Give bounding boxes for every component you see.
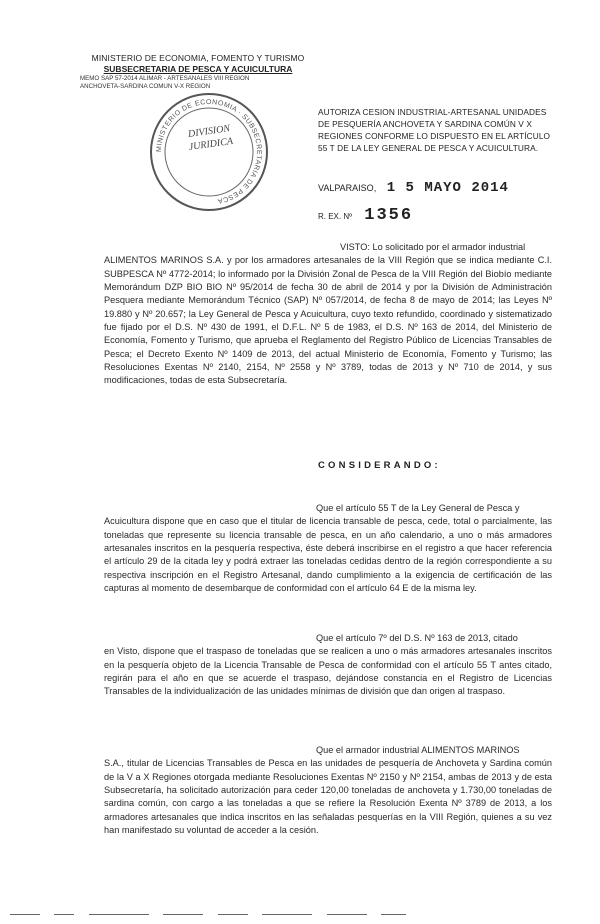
memo-reference: MEMO SAP 57-2014 ALIMAR - ARTESANALES VIII REGION — [80, 75, 250, 82]
svg-text:MINISTERIO DE ECONOMIA · SUBSE — [156, 99, 262, 204]
visto-section — [104, 241, 552, 388]
paragraph-body: en Visto, dispone que el traspaso de toneladas que se realicen a uno o más armadores artesanales inscritos en la pesquería objeto de la Licencia Transable de Pesca de conformidad con el artículo 55 T antes citado, regirán para el año en que se acuerde el traspaso, dejándose constancia en el Registro de Licencias Transables de la individualización de las unidades mínimas de división que dan origen al traspaso. — [104, 646, 552, 697]
date-place: VALPARAISO, — [318, 183, 377, 193]
paragraph-body: S.A., titular de Licencias Transables de Pesca en las unidades de pesquería de Anchoveta y Sardina común de la V a X Regiones otorgada mediante Resoluciones Exentas Nº 2150 y Nº 2154, ambas de 2013 y de esta Subsecretaría, ha solicitado autorización para ceder 120,00 toneladas de anchoveta y 1.730,00 toneladas de sardina común, con cargo a las toneladas a que se refiere la Resolución Exenta Nº 3789 de 2013, a los armadores artesanales que indica inscritos en las señaladas pesquerías en la VIII Región, quienes a su vez han manifestado su voluntad de acceder a la cesión. — [104, 758, 552, 836]
footer-dash — [54, 914, 74, 915]
considerando-paragraph — [104, 744, 552, 837]
footer-dash — [381, 914, 406, 915]
paragraph-lead: Que el armador industrial ALIMENTOS MARINOS — [316, 745, 520, 755]
stamp-ring-text: MINISTERIO DE ECONOMIA · SUBSECRETARIA DE PESCA — [155, 98, 263, 205]
visto-lead: VISTO: Lo solicitado por el armador industrial — [340, 242, 526, 252]
footer-dash — [163, 914, 203, 915]
ministry-name: MINISTERIO DE ECONOMIA, FOMENTO Y TURISMO — [91, 53, 305, 63]
considerando-paragraph — [104, 502, 552, 595]
considerando-heading: CONSIDERANDO: — [318, 460, 441, 471]
footer-dash — [10, 914, 40, 915]
resolution-label: R. EX. Nº — [318, 212, 353, 221]
letterhead — [78, 53, 318, 91]
species-reference: ANCHOVETA-SARDINA COMUN V-X REGION — [80, 83, 211, 90]
paragraph-body: Acuicultura dispone que en caso que el titular de licencia transable de pesca, cede, total o parcialmente, las toneladas que represente su licencia transable de pesca, en un año calendario, a uno o más armadores artesanales inscritos en la pesquería respectiva, éste deberá inscribirse en el registro a que hacer referencia el artículo 29 de la citada ley y podrá extraer las toneladas cedidas dentro de la región correspondiente a su respectiva inscripción en el Registro Artesanal, dando cumplimiento a la exigencia de certificación de las capturas al momento de desembarque de conformidad con el artículo 64 E de la misma ley. — [104, 516, 552, 594]
date-line — [318, 180, 509, 196]
paragraph-lead: Que el artículo 7º del D.S. Nº 163 de 2013, citado — [316, 633, 518, 643]
resolution-title: AUTORIZA CESION INDUSTRIAL-ARTESANAL UNIDADES DE PESQUERÍA ANCHOVETA Y SARDINA COMÚN V X REGIONES CONFORME LO DISPUESTO EN EL ARTÍCULO 55 T DE LA LEY GENERAL DE PESCA Y ACUICULTURA. — [318, 107, 551, 153]
visto-body: ALIMENTOS MARINOS S.A. y por los armadores artesanales de la VIII Región que se indica mediante C.I. SUBPESCA Nº 4772-2014; lo informado por la División Zonal de Pesca de la VIII Región del Biobío mediante Memorándum DZP BIO BIO Nº 95/2014 de fecha 30 de abril de 2014 y por la División de Administración Pesquera mediante Memorándum Técnico (SAP) Nº 057/2014, de fecha 8 de mayo de 2014; las Leyes Nº 19.880 y Nº 20.657; la Ley General de Pesca y Acuicultura, cuyo texto refundido, coordinado y sistematizado fue fijado por el D.S. Nº 430 de 1991, el D.F.L. Nº 5 de 1983, el D.S. Nº 163 de 2014, del Ministerio de Economía, Fomento y Turismo, que aprueba el Reglamento del Registro Público de Licencias Transables de Pesca; el Decreto Exento Nº 1409 de 2013, del actual Ministerio de Economía, Fomento y Turismo; las Resoluciones Exentas Nº 2140, 2154, Nº 2558 y Nº 3789, todas de 2013 y Nº 710 de 2014, y sus modificaciones, todas de esta Subsecretaría. — [104, 255, 552, 386]
footer-dash — [218, 914, 248, 915]
official-stamp — [150, 93, 268, 211]
stamp-ring-icon — [152, 95, 266, 209]
footer-dash — [327, 914, 367, 915]
resolution-number: 1356 — [364, 206, 414, 225]
paragraph-lead: Que el artículo 55 T de la Ley General de Pesca y — [316, 503, 520, 513]
considerando-paragraph — [104, 632, 552, 699]
resolution-number-line — [318, 206, 413, 225]
footer-dash — [89, 914, 149, 915]
stamp-center-text: DIVISION JURIDICA — [187, 123, 234, 153]
date-stamp: 1 5 MAYO 2014 — [386, 180, 509, 196]
footer-marks — [10, 906, 590, 914]
subsecretaria-name: SUBSECRETARIA DE PESCA Y ACUICULTURA — [103, 64, 293, 74]
footer-dash — [262, 914, 312, 915]
